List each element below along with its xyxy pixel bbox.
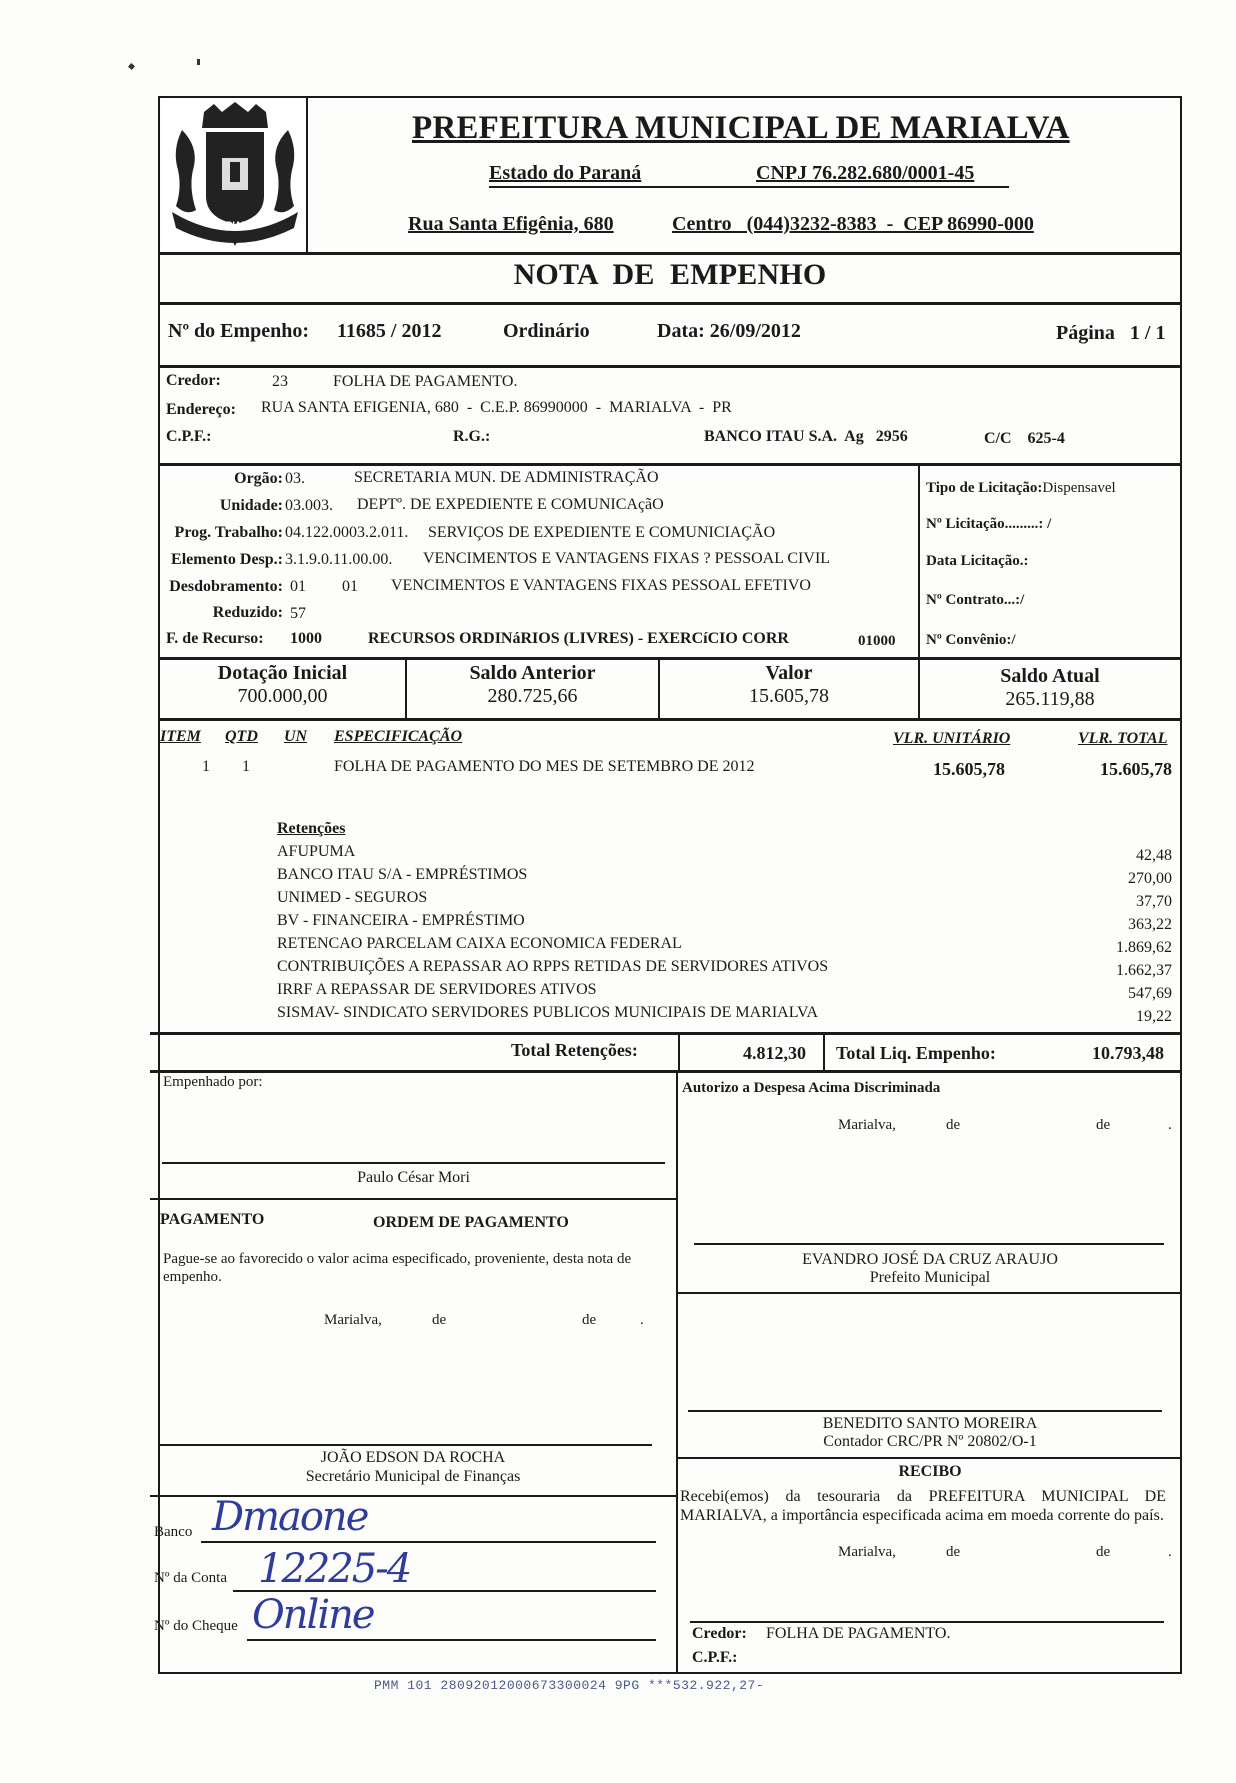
retencao-value: 363,22: [1128, 916, 1172, 933]
prefeito-role: Prefeito Municipal: [869, 1269, 991, 1286]
credor-label: Credor:: [166, 372, 221, 389]
desdobramento-desc: VENCIMENTOS E VANTAGENS FIXAS PESSOAL EFETIVO: [391, 577, 811, 594]
licitacao-type-value: Dispensavel: [1042, 480, 1116, 496]
contact-label: Centro (044)3232-8383 - CEP 86990-000: [672, 213, 1034, 235]
credor-address: RUA SANTA EFIGENIA, 680 - C.E.P. 86990000 - MARIALVA - PR: [261, 399, 732, 416]
empenho-type: Ordinário: [503, 320, 590, 342]
signature-line: [158, 1444, 652, 1446]
contract-number: Nº Contrato...:/: [926, 592, 1025, 608]
col-header-unit-value: VLR. UNITÁRIO: [893, 730, 1011, 747]
item-total-value: 15.605,78: [1100, 759, 1172, 779]
retencao-value: 1.869,62: [1116, 939, 1172, 956]
date-dot: .: [640, 1312, 644, 1328]
recurso-code: 1000: [290, 630, 322, 647]
desdobramento-label: Desdobramento:: [169, 578, 283, 595]
retencao-desc: BV - FINANCEIRA - EMPRÉSTIMO: [277, 912, 525, 929]
reduzido-label: Reduzido:: [212, 604, 283, 621]
autorizo-date-line: [678, 1117, 1182, 1137]
divider: [150, 1198, 676, 1200]
list-item: [277, 863, 1172, 886]
item-number: 1: [202, 758, 210, 775]
place-text: Marialva,: [838, 1117, 896, 1133]
col-header-un: UN: [284, 728, 308, 745]
list-item: [277, 909, 1172, 932]
divider: [158, 657, 1182, 660]
elemento-label: Elemento Desp.:: [171, 551, 283, 568]
total-retencoes-label: Total Retenções:: [511, 1040, 638, 1060]
cheque-field-line[interactable]: [247, 1639, 656, 1641]
reduzido-value: 57: [290, 605, 306, 622]
pagamento-text: Pague-se ao favorecido o valor acima especificado, proveniente, desta nota de empenho.: [163, 1251, 632, 1285]
item-qtd: 1: [242, 758, 250, 775]
svg-text:MARIALVA: MARIALVA: [211, 220, 259, 230]
divider: [676, 1071, 678, 1674]
retencao-desc: AFUPUMA: [277, 843, 356, 860]
desdobramento-code1: 01: [290, 578, 306, 595]
date-de: de: [1096, 1117, 1111, 1133]
conta-handwritten-value: 12225-4: [258, 1546, 411, 1592]
table-row: [158, 758, 1182, 782]
orgao-label: Orgão:: [234, 470, 283, 487]
cheque-label: Nº do Cheque: [154, 1618, 238, 1634]
date-dot: .: [1168, 1544, 1172, 1560]
secretario-role: Secretário Municipal de Finanças: [305, 1468, 521, 1485]
balance-value: 280.725,66: [487, 685, 578, 707]
recibo-credor-value: FOLHA DE PAGAMENTO.: [766, 1625, 951, 1642]
banco-field-line[interactable]: [201, 1541, 656, 1543]
balance-label: Valor: [765, 662, 813, 684]
divider: [158, 252, 1182, 255]
scan-mark: [197, 59, 200, 65]
autorizo-title: Autorizo a Despesa Acima Discriminada: [682, 1080, 941, 1096]
list-item: [277, 955, 1172, 978]
empenhado-label: Empenhado por:: [163, 1074, 263, 1090]
balance-saldo-atual: [920, 665, 1180, 711]
unidade-desc: DEPTº. DE EXPEDIENTE E COMUNICAçãO: [357, 496, 664, 513]
divider: [676, 1292, 1182, 1294]
desdobramento-code2: 01: [342, 578, 358, 595]
banco-label: Banco: [154, 1524, 193, 1540]
elemento-desc: VENCIMENTOS E VANTAGENS FIXAS ? PESSOAL CIVIL: [423, 550, 831, 567]
divider: [676, 1457, 1182, 1459]
ordem-pagamento-title: ORDEM DE PAGAMENTO: [373, 1214, 569, 1231]
place-text: Marialva,: [324, 1312, 382, 1328]
balance-label: Saldo Anterior: [469, 662, 596, 684]
municipality-title: PREFEITURA MUNICIPAL DE MARIALVA: [412, 110, 1070, 146]
balance-label: Dotação Inicial: [217, 662, 348, 684]
place-text: Marialva,: [838, 1544, 896, 1560]
retencao-value: 1.662,37: [1116, 962, 1172, 979]
list-item: [277, 840, 1172, 863]
balance-dotacao: [160, 662, 405, 708]
total-liquido-label: Total Liq. Empenho:: [836, 1043, 996, 1063]
recibo-credor-label: Credor:: [692, 1625, 747, 1642]
divider: [150, 1070, 1182, 1073]
balance-value: 700.000,00: [237, 685, 328, 707]
date-de: de: [946, 1544, 961, 1560]
date-de: de: [582, 1312, 597, 1328]
item-unit-value: 15.605,78: [933, 759, 1005, 779]
address-label: Rua Santa Efigênia, 680: [408, 213, 614, 235]
coat-of-arms-icon: [164, 100, 306, 248]
recurso-desc: RECURSOS ORDINáRIOS (LIVRES) - EXERCíCIO CORR: [368, 630, 789, 647]
list-item: [277, 978, 1172, 1001]
retencao-value: 547,69: [1128, 985, 1172, 1002]
credor-name: FOLHA DE PAGAMENTO.: [333, 373, 518, 390]
retencoes-list: [277, 840, 1172, 1024]
list-item: [277, 1001, 1172, 1024]
banco-handwritten-value: Dmaone: [212, 1494, 368, 1540]
divider: [158, 365, 1182, 368]
empenho-date: Data: 26/09/2012: [657, 320, 801, 342]
divider: [150, 1032, 1182, 1035]
prog-trabalho-code: 04.122.0003.2.011.: [285, 524, 409, 541]
divider: [918, 464, 920, 658]
address-field-label: Endereço:: [166, 401, 236, 418]
credor-bank: BANCO ITAU S.A. Ag 2956: [704, 428, 908, 445]
retencao-desc: RETENCAO PARCELAM CAIXA ECONOMICA FEDERAL: [277, 935, 682, 952]
signature-line: [694, 1243, 1164, 1245]
retencao-desc: IRRF A REPASSAR DE SERVIDORES ATIVOS: [277, 981, 597, 998]
signature-line: [688, 1410, 1162, 1412]
empenhado-signer: Paulo César Mori: [357, 1169, 470, 1186]
pagamento-date-line: [150, 1312, 676, 1332]
list-item: [277, 886, 1172, 909]
payment-stamp: PMM 101 28092012000673300024 9PG ***532.922,27-: [374, 1678, 765, 1693]
balance-valor: [660, 662, 918, 708]
retencao-desc: UNIMED - SEGUROS: [277, 889, 428, 906]
page-number: Página 1 / 1: [1056, 322, 1166, 344]
balance-value: 15.605,78: [749, 685, 829, 707]
signature-line: [162, 1162, 665, 1164]
recibo-cpf-label: C.P.F.:: [692, 1649, 738, 1666]
retencao-desc: SISMAV- SINDICATO SERVIDORES PUBLICOS MUNICIPAIS DE MARIALVA: [277, 1004, 819, 1021]
retencao-value: 37,70: [1136, 893, 1172, 910]
col-header-total-value: VLR. TOTAL: [1078, 730, 1168, 747]
list-item: [277, 932, 1172, 955]
elemento-code: 3.1.9.0.11.00.00.: [285, 551, 393, 568]
col-header-qtd: QTD: [225, 728, 258, 745]
divider: [158, 463, 1182, 466]
retencao-value: 42,48: [1136, 847, 1172, 864]
divider: [158, 718, 1182, 721]
prog-trabalho-label: Prog. Trabalho:: [174, 524, 283, 541]
licitacao-date: Data Licitação.:: [926, 553, 1029, 569]
recibo-text: Recebi(emos) da tesouraria da PREFEITURA MUNICIPAL DE MARIALVA, a importância especificada acima em moeda corrente do país.: [680, 1488, 1166, 1524]
conta-label: Nº da Conta: [154, 1570, 227, 1586]
prefeito-name: EVANDRO JOSÉ DA CRUZ ARAUJO: [802, 1251, 1058, 1268]
total-retencoes-value: 4.812,30: [743, 1043, 806, 1063]
cheque-handwritten-value: Online: [252, 1592, 374, 1638]
retencao-value: 19,22: [1136, 1008, 1172, 1025]
credor-account: C/C 625-4: [984, 430, 1065, 447]
cnpj-underline: [489, 186, 1009, 188]
retencao-value: 270,00: [1128, 870, 1172, 887]
recibo-title: RECIBO: [898, 1463, 962, 1480]
pagamento-label: PAGAMENTO: [160, 1211, 265, 1228]
prog-trabalho-desc: SERVIÇOS DE EXPEDIENTE E COMUNICIAÇÃO: [428, 524, 776, 541]
balance-label: Saldo Atual: [1000, 665, 1100, 687]
rg-label: R.G.:: [453, 428, 491, 445]
signature-line: [690, 1621, 1164, 1623]
recurso-ref: 01000: [858, 633, 896, 649]
orgao-desc: SECRETARIA MUN. DE ADMINISTRAÇÃO: [354, 469, 659, 486]
state-label: Estado do Paraná: [489, 162, 642, 184]
empenho-number: 11685 / 2012: [337, 320, 442, 342]
divider: [158, 302, 1182, 305]
retencoes-title: Retenções: [277, 820, 346, 837]
unidade-code: 03.003.: [285, 497, 333, 514]
licitacao-number: Nº Licitação.........: /: [926, 516, 1052, 532]
recurso-label: F. de Recurso:: [166, 630, 264, 647]
empenho-number-label: Nº do Empenho:: [168, 320, 310, 342]
balance-saldo-anterior: [407, 662, 658, 708]
licitacao-type-label: Tipo de Licitação:: [926, 480, 1043, 496]
date-de: de: [1096, 1544, 1111, 1560]
divider: [306, 98, 308, 252]
date-de: de: [432, 1312, 447, 1328]
col-header-spec: ESPECIFICAÇÃO: [334, 728, 463, 745]
retencao-desc: BANCO ITAU S/A - EMPRÉSTIMOS: [277, 866, 528, 883]
orgao-code: 03.: [285, 470, 305, 487]
document-title: NOTA DE EMPENHO: [513, 258, 827, 291]
divider: [823, 1033, 825, 1071]
cpf-label: C.P.F.:: [166, 428, 212, 445]
convenio-number: Nº Convênio:/: [926, 632, 1016, 648]
scan-mark: [128, 63, 135, 70]
credor-code: 23: [272, 373, 288, 390]
item-spec: FOLHA DE PAGAMENTO DO MES DE SETEMBRO DE 2012: [334, 758, 755, 775]
contador-role: Contador CRC/PR Nº 20802/O-1: [823, 1433, 1037, 1450]
col-header-item: ITEM: [160, 728, 201, 745]
total-liquido-value: 10.793,48: [1092, 1043, 1164, 1063]
date-de: de: [946, 1117, 961, 1133]
secretario-name: JOÃO EDSON DA ROCHA: [320, 1449, 506, 1466]
recibo-date-line: [678, 1544, 1182, 1564]
balance-value: 265.119,88: [1005, 688, 1095, 710]
unidade-label: Unidade:: [219, 497, 283, 514]
licitacao-type: [926, 480, 1116, 497]
contador-name: BENEDITO SANTO MOREIRA: [822, 1415, 1038, 1432]
date-dot: .: [1168, 1117, 1172, 1133]
cnpj-label: CNPJ 76.282.680/0001-45: [756, 162, 975, 184]
retencao-desc: CONTRIBUIÇÕES A REPASSAR AO RPPS RETIDAS DE SERVIDORES ATIVOS: [277, 958, 829, 975]
